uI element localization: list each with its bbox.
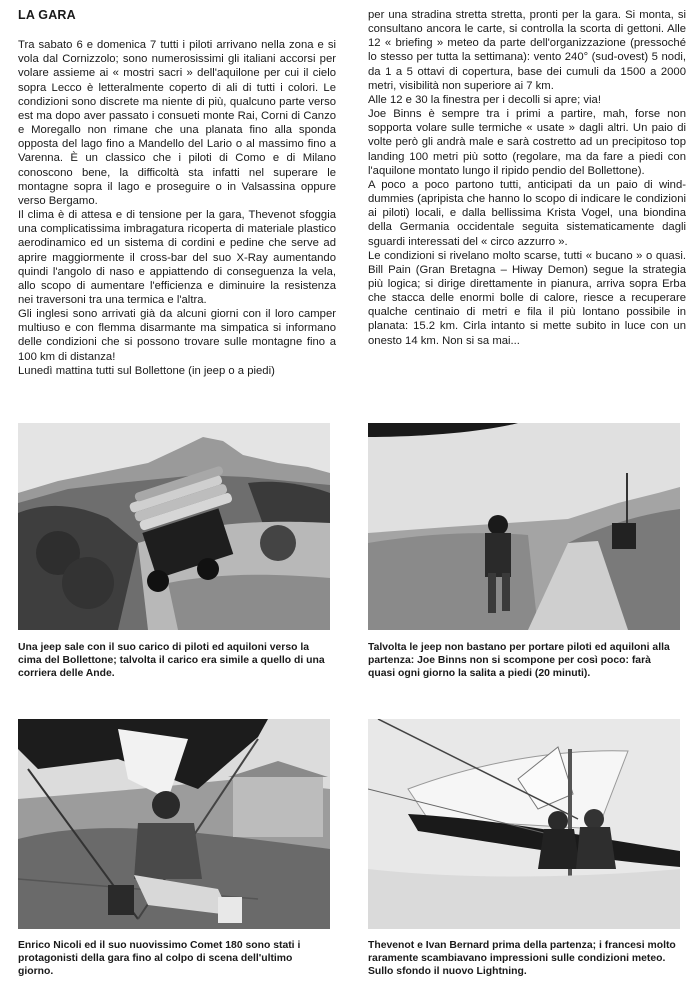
caption-binns: Talvolta le jeep non bastano per portare piloti ed aquiloni alla partenza: Joe Binns non si scompone per così poco: farà quasi ogni giorno la salita a piedi (20 minuti). xyxy=(368,642,670,680)
paragraph: Le condizioni si rivelano molto scarse, tutti « bucano » o quasi. Bill Pain (Gran Bretagna – Hiway Demon) segue la strategia più logica; si dirige direttamente in pianura, arriva sopra Erba che stacca delle enormi bolle di calore, riesce a recuperare qualche centinaio di metri e fila il più lontano possibile in planata: 15.2 km. Cirla intanto si mette subito in luce con un onesto 14 km. Non si sa mai... xyxy=(368,249,686,347)
paragraph: per una stradina stretta stretta, pronti per la gara. Si monta, si consultano ancora le carte, si controlla la scorta di gettoni. Alle 12 « briefing » meteo da parte dell'organizzazione (pressoché lo stesso per tutta la settimana): vento 240° (sud-ovest) 5 nodi, da 1 a 5 ottavi di copertura, base dei cumuli da 1500 a 2000 metri, visibilità non superiore ai 7 km. xyxy=(368,9,686,92)
article-left-column xyxy=(18,8,336,378)
paragraph: Gli inglesi sono arrivati già da alcuni giorni con il loro camper multiuso e con flemma disarmante ma simpatica si informano delle condizioni che si possono trovare sulle montagne fino a 100 km di distanza! xyxy=(18,308,336,363)
section-heading: LA GARA xyxy=(18,8,76,22)
photo-thevenot-bernard xyxy=(368,719,680,929)
paragraph: Il clima è di attesa e di tensione per la gara, Thevenot sfoggia una complicatissima imbragatura ricoperta di materiale plastico aerodinamico ed un sistema di cordini e pedine che serve ad aprire maggiormente il cross-bar del suo X-Ray aumentando quindi l'angolo di naso e appiattendo di conseguenza la vela, allo scopo di aumentare l'efficienza e diminuire la resistenza nei traversoni tra una termica e l'altra. xyxy=(18,209,336,306)
paragraph: Tra sabato 6 e domenica 7 tutti i piloti arrivano nella zona e si vola dal Cornizzolo; sono numerosissimi gli italiani accorsi per volare assieme ai « mostri sacri » dell'aquilone per cui il cielo sopra Lecco è letteralmente coperto di ali di tutti i colori. Le condizioni sono discrete ma niente di più, qualcuno parte verso est ma dopo aver passato i consueti monte Rai, Corni di Canzo e Moregallo non rimane che una planata fino alla sponda opposta del lago fino a Mandello del Lario o al massimo fino a Varenna. È un classico che i piloti di Como e di Milano conoscono bene, la difficoltà sta infatti nel superare le montagne sopra il lago e proseguire o in Valsassina oppure verso Bergamo. xyxy=(18,39,336,207)
paragraph: Alle 12 e 30 la finestra per i decolli si apre; via! xyxy=(368,93,601,106)
paragraph: A poco a poco partono tutti, anticipati da un paio di wind-dummies (apripista che hanno lo scopo di indicare le condizioni ai piloti) locali, e dalla bellissima Krista Vogel, una biondina della Germania occidentale seguita sistematicamente dagli sguardi interessati del « circo azzurro ». xyxy=(368,178,686,248)
photo-joe-binns-walking xyxy=(368,423,680,630)
caption-nicoli: Enrico Nicoli ed il suo nuovissimo Comet 180 sono stati i protagonisti della gara fino al colpo di scena dell'ultimo giorno. xyxy=(18,940,301,978)
caption-jeep: Una jeep sale con il suo carico di piloti ed aquiloni verso la cima del Bollettone; talvolta il carico era simile a quello di una corriera delle Ande. xyxy=(18,642,325,680)
photo-jeep-climbing xyxy=(18,423,330,630)
caption-thevenot: Thevenot e Ivan Bernard prima della partenza; i francesi molto raramente scambiavano impressioni sulle condizioni meteo. Sullo sfondo il nuovo Lightning. xyxy=(368,940,676,978)
paragraph: Lunedì mattina tutti sul Bollettone (in jeep o a piedi) xyxy=(18,364,275,377)
article-right-column xyxy=(368,8,686,348)
paragraph: Joe Binns è sempre tra i primi a partire, mah, forse non sopporta volare sulle termiche « usate » dagli altri. Un paio di volte però gli andrà male e sarà costretto ad un precipitoso top landing 100 metri più sotto (regolare, ma da fare a piedi con l'aquilone montato lungo il ripido pendio del Bollettone). xyxy=(368,108,686,177)
photo-enrico-nicoli xyxy=(18,719,330,929)
